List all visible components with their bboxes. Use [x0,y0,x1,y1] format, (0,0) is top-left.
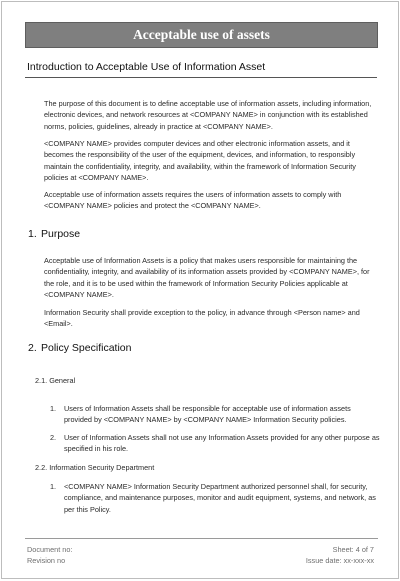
general-list-item [50,432,380,455]
purpose-heading [28,228,80,240]
purpose-paragraph-2: Information Security shall provide exception to the policy, in advance through <Person name> and <Email>. [44,308,360,329]
infosec-subheading: 2.2. Information Security Department [35,463,155,472]
policy-heading-title: Policy Specification [41,342,132,354]
general-list-item [50,403,380,426]
list-item-number: 1. [50,404,57,413]
general-subheading: 2.1. General [35,376,76,385]
document-page [1,1,399,579]
infosec-list-item [50,481,380,515]
list-item-number: 1. [50,482,57,491]
purpose-heading-number: 1. [28,228,37,240]
intro-paragraph-1: The purpose of this document is to define acceptable use of information assets, including information, electronic devices, and network resources at <COMPANY NAME> in conjunction with its established norms, policies, guidelines, already in practice at <COMPANY NAME>. [44,99,372,131]
document-banner-title: Acceptable use of assets [25,22,378,48]
purpose-heading-title: Purpose [41,228,81,240]
footer-revision-no: Revision no [27,556,66,565]
footer-document-no: Document no: [27,545,73,554]
purpose-paragraph-1: Acceptable use of Information Assets is a policy that makes users responsible for maintaining the confidentiality, integrity, and availability of its information assets provided by <COMPANY NAME>, for the role, and it is to be used within the framework of Information Security Policies applicable at <COMPANY NAME>. [44,256,370,300]
intro-paragraph-2: <COMPANY NAME> provides computer devices and other electronic information assets, and it becomes the responsibility of the user of the equipment, devices, and information, to responsibly maintain the confidentiality, integrity, and availability, within the framework of Information Security policies at <COMPANY NAME>. [44,139,356,183]
list-item-number: 2. [50,433,57,442]
policy-heading-number: 2. [28,342,37,354]
footer-divider [25,538,378,539]
list-item-text: User of Information Assets shall not use any Information Assets provided for any other purpose as specified in his role. [64,433,380,454]
footer-issue-date: Issue date: xx-xxx-xx [305,556,374,565]
intro-heading: Introduction to Acceptable Use of Information Asset [27,61,266,73]
footer-sheet: Sheet: 4 of 7 [332,545,374,554]
list-item-text: <COMPANY NAME> Information Security Department authorized personnel shall, for security, compliance, and maintenance purposes, monitor and audit equipment, systems, and network, as per this Policy. [64,482,376,514]
policy-heading [28,342,131,354]
list-item-text: Users of Information Assets shall be responsible for acceptable use of information assets provided by <COMPANY NAME> by <COMPANY NAME> Information Security policies. [64,404,351,425]
intro-paragraph-3: Acceptable use of information assets requires the users of information assets to comply with <COMPANY NAME> policies and protect the <COMPANY NAME>. [44,190,342,211]
intro-divider [25,77,377,78]
